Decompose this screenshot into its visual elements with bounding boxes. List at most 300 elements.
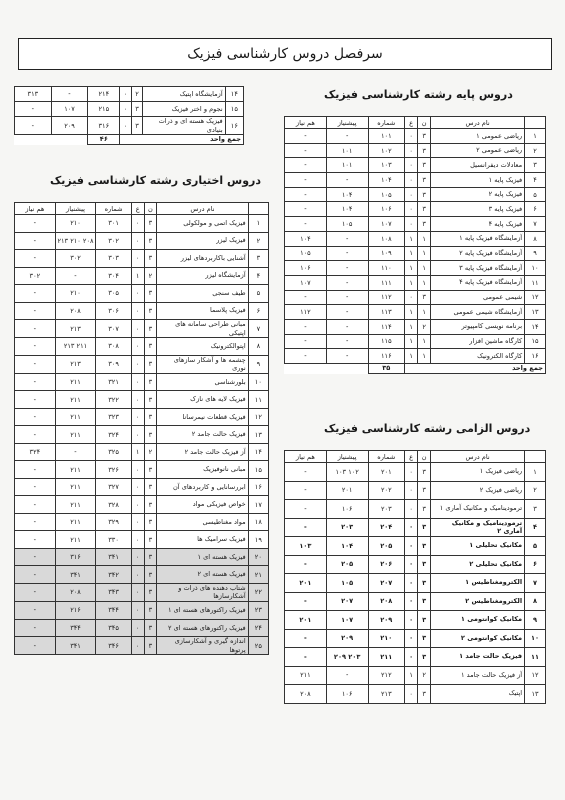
table-cell: - bbox=[285, 129, 327, 144]
table-cell: - bbox=[15, 373, 56, 391]
table-cell: ۳ bbox=[144, 619, 157, 637]
table-cell: - bbox=[15, 478, 56, 496]
table-cell: خواص فیزیکی مواد bbox=[157, 496, 248, 514]
column-header: هم نیاز bbox=[285, 451, 327, 463]
table-cell: ۳ bbox=[418, 685, 431, 704]
table-cell: ۹ bbox=[248, 355, 268, 373]
table-cell: ۱ bbox=[418, 275, 431, 290]
table-row bbox=[15, 215, 269, 233]
table-cell: - bbox=[55, 443, 96, 461]
table-cell: ۱۰ bbox=[525, 629, 546, 648]
table-cell: ۲۱۱ bbox=[55, 408, 96, 426]
table-cell: ۶ bbox=[525, 202, 546, 217]
table-cell: ۱ bbox=[525, 463, 546, 482]
table-cell: ۰ bbox=[405, 143, 418, 158]
table-cell: ۳۰۴ bbox=[96, 267, 132, 285]
table-cell: ۰ bbox=[405, 481, 418, 500]
table-cell: ۱۰۲ ۱۰۳ bbox=[326, 463, 368, 482]
table-cell: ۰ bbox=[131, 619, 144, 637]
column-header: نام درس bbox=[431, 451, 525, 463]
table-cell: ۰ bbox=[131, 338, 144, 356]
table-cell: ۳ bbox=[418, 463, 431, 482]
table-row bbox=[15, 373, 269, 391]
table-cell: ۲۰۹ bbox=[326, 629, 368, 648]
table-cell: ۳۴۳ bbox=[96, 583, 132, 601]
table-cell: ترمودینامیک و مکانیک آماری ۱ bbox=[431, 500, 525, 519]
table-cell: ۱۰۱ bbox=[326, 158, 368, 173]
table-cell: ۲۰۶ bbox=[368, 555, 405, 574]
column-header: ن bbox=[418, 117, 431, 129]
table-row bbox=[15, 496, 269, 514]
table-cell: ۱ bbox=[405, 231, 418, 246]
table-cell: ۱۰۶ bbox=[326, 500, 368, 519]
table-cell: ۲۱۱ ۲۱۳ bbox=[55, 338, 96, 356]
table-cell: ۲۳ bbox=[248, 602, 268, 620]
total-row bbox=[15, 135, 244, 145]
table-cell: ۰ bbox=[131, 637, 144, 655]
table-cell: - bbox=[15, 215, 56, 233]
table-cell: - bbox=[285, 592, 327, 611]
table-cell: ۳۴۴ bbox=[55, 619, 96, 637]
table-cell: ۱۰۳ bbox=[285, 537, 327, 556]
table-cell: ۳ bbox=[144, 408, 157, 426]
table-cell: ۱ bbox=[405, 275, 418, 290]
table-row bbox=[15, 320, 269, 338]
table-cell: ۲۱۱ bbox=[55, 531, 96, 549]
table-cell: ۱۰۷ bbox=[51, 102, 88, 117]
table-cell: فیزیک هسته ای و ذرات بنیادی bbox=[143, 117, 225, 135]
table-cell: ۵ bbox=[248, 285, 268, 303]
table-cell: ۱۲ bbox=[525, 290, 546, 305]
table-row bbox=[15, 443, 269, 461]
table-row bbox=[285, 629, 546, 648]
table-row bbox=[285, 334, 546, 349]
table-cell: ۳۴۱ bbox=[55, 566, 96, 584]
table-cell: ۲۱۶ bbox=[55, 602, 96, 620]
table-cell: ۰ bbox=[405, 217, 418, 232]
table-cell: ۳۰۲ bbox=[15, 267, 56, 285]
table-cell: ۲۱۳ bbox=[55, 320, 96, 338]
table-cell: ۴ bbox=[248, 267, 268, 285]
table-cell: - bbox=[15, 566, 56, 584]
table-cell: فیزیک لایه های نازک bbox=[157, 391, 248, 409]
table-cell: - bbox=[326, 261, 368, 276]
table-cell: ۲۱ bbox=[248, 566, 268, 584]
table-cell: مبانی نانوفیزیک bbox=[157, 461, 248, 479]
table-cell: ۳ bbox=[144, 215, 157, 233]
header-row bbox=[285, 117, 546, 129]
table-row bbox=[15, 87, 244, 102]
table-row bbox=[285, 611, 546, 630]
table-cell: - bbox=[15, 232, 56, 250]
table-cell: ۱۰۷ bbox=[326, 611, 368, 630]
table-row bbox=[15, 391, 269, 409]
table-cell: ۱۵ bbox=[225, 102, 243, 117]
table-cell: ریاضی عمومی ۲ bbox=[431, 143, 525, 158]
table-cell: ۲۰۱ bbox=[368, 463, 405, 482]
table-cell: ۱۰۶ bbox=[326, 685, 368, 704]
table-cell: ۲ bbox=[418, 666, 431, 685]
table-cell: - bbox=[55, 267, 96, 285]
table-cell: - bbox=[15, 302, 56, 320]
table-row bbox=[285, 246, 546, 261]
table-cell: ۱ bbox=[405, 319, 418, 334]
table-cell: ۳ bbox=[418, 500, 431, 519]
column-header: هم نیاز bbox=[15, 203, 56, 215]
table-cell: بلورشناسی bbox=[157, 373, 248, 391]
table-cell: - bbox=[15, 102, 52, 117]
table-cell: ۱۰ bbox=[248, 373, 268, 391]
basic-courses-title: دروس پایه رشته کارشناسی فیزیک bbox=[324, 88, 513, 101]
table-row bbox=[15, 602, 269, 620]
table-cell: ۱۰ bbox=[525, 261, 546, 276]
table-cell: ۳۴۵ bbox=[96, 619, 132, 637]
table-cell: ۱ bbox=[405, 246, 418, 261]
table-cell: - bbox=[285, 334, 327, 349]
table-cell: آزمایشگاه فیزیک پایه ۳ bbox=[431, 261, 525, 276]
table-cell: ۱۱۲ bbox=[368, 290, 405, 305]
table-cell: ۳ bbox=[418, 129, 431, 144]
table-cell: ۱۱۲ bbox=[285, 305, 327, 320]
table-row bbox=[285, 481, 546, 500]
table-cell: ۳ bbox=[144, 461, 157, 479]
table-row bbox=[15, 408, 269, 426]
total-empty bbox=[285, 364, 369, 374]
table-cell: ۱۰۷ bbox=[368, 217, 405, 232]
table-row bbox=[15, 548, 269, 566]
table-cell: ۱۱۴ bbox=[368, 319, 405, 334]
table-cell: ۰ bbox=[405, 187, 418, 202]
table-cell: ۳۰۷ bbox=[96, 320, 132, 338]
table-cell: ریاضی عمومی ۱ bbox=[431, 129, 525, 144]
column-header: پیشنیاز bbox=[326, 117, 368, 129]
table-cell: ۲۰۸ bbox=[285, 685, 327, 704]
table-cell: ۱۰۲ bbox=[368, 143, 405, 158]
table-cell: ۰ bbox=[405, 129, 418, 144]
table-cell: ۳۴۱ bbox=[96, 548, 132, 566]
table-cell: ۳ bbox=[144, 232, 157, 250]
table-cell: ۲۱۵ bbox=[88, 102, 120, 117]
table-cell: ۲۱۱ bbox=[55, 373, 96, 391]
table-cell: ۰ bbox=[131, 513, 144, 531]
total-empty bbox=[15, 135, 88, 145]
table-cell: مکانیک تحلیلی ۲ bbox=[431, 555, 525, 574]
table-row bbox=[15, 531, 269, 549]
table-row bbox=[285, 290, 546, 305]
table-cell: ۳ bbox=[418, 187, 431, 202]
table-cell: ۰ bbox=[131, 602, 144, 620]
table-cell: ۳ bbox=[418, 518, 431, 537]
table-cell: ۳ bbox=[144, 566, 157, 584]
table-row bbox=[15, 619, 269, 637]
table-cell: فیزیک لیزر bbox=[157, 232, 248, 250]
table-cell: ۶ bbox=[525, 555, 546, 574]
table-cell: ۲۱۱ bbox=[55, 391, 96, 409]
table-cell: ۱۰۵ bbox=[326, 217, 368, 232]
table-row bbox=[15, 250, 269, 268]
table-row bbox=[285, 173, 546, 188]
table-cell: فیزیک هسته ای ۱ bbox=[157, 548, 248, 566]
table-cell: ۳ bbox=[144, 602, 157, 620]
table-cell: ۰ bbox=[131, 285, 144, 303]
table-cell: ۳ bbox=[418, 648, 431, 667]
table-cell: ۳ bbox=[248, 250, 268, 268]
table-cell: - bbox=[15, 320, 56, 338]
table-cell: ۱ bbox=[131, 267, 144, 285]
table-cell: ۳ bbox=[144, 338, 157, 356]
table-cell: - bbox=[15, 531, 56, 549]
column-header: ع bbox=[405, 117, 418, 129]
mandatory-courses-table bbox=[284, 450, 546, 704]
table-cell: طیف سنجی bbox=[157, 285, 248, 303]
column-header bbox=[525, 451, 546, 463]
table-cell: ۰ bbox=[131, 320, 144, 338]
table-cell: ۳۰۲ bbox=[55, 250, 96, 268]
table-cell: ۳ bbox=[525, 158, 546, 173]
table-cell: ۰ bbox=[131, 232, 144, 250]
table-cell: ۰ bbox=[131, 391, 144, 409]
table-cell: ۳ bbox=[418, 158, 431, 173]
table-cell: ۲ bbox=[525, 481, 546, 500]
table-cell: - bbox=[285, 202, 327, 217]
table-cell: - bbox=[326, 246, 368, 261]
table-cell: ۱ bbox=[131, 443, 144, 461]
table-cell: ۰ bbox=[131, 408, 144, 426]
table-cell: - bbox=[285, 349, 327, 364]
table-cell: ۰ bbox=[405, 537, 418, 556]
table-cell: ۳۲۷ bbox=[96, 478, 132, 496]
table-cell: ۱۴ bbox=[225, 87, 243, 102]
table-cell: ۲۱۱ bbox=[55, 513, 96, 531]
basic-courses-table bbox=[284, 116, 546, 374]
table-row bbox=[15, 285, 269, 303]
table-cell: ۳۴۱ bbox=[55, 637, 96, 655]
table-cell: - bbox=[285, 217, 327, 232]
table-cell: مواد مغناطیسی bbox=[157, 513, 248, 531]
table-cell: ۰ bbox=[405, 611, 418, 630]
table-row bbox=[15, 338, 269, 356]
table-cell: ۸ bbox=[525, 231, 546, 246]
table-row bbox=[285, 500, 546, 519]
column-header: شماره bbox=[96, 203, 132, 215]
table-cell: ۱۰۷ bbox=[285, 275, 327, 290]
table-cell: ۳ bbox=[144, 320, 157, 338]
top-left-table bbox=[14, 86, 244, 145]
table-cell: ۳ bbox=[418, 481, 431, 500]
table-cell: ۳ bbox=[418, 611, 431, 630]
column-header: نام درس bbox=[157, 203, 248, 215]
column-header: شماره bbox=[368, 451, 405, 463]
table-row bbox=[15, 355, 269, 373]
table-cell: ۳۰۶ bbox=[96, 302, 132, 320]
table-cell: ۰ bbox=[120, 117, 131, 135]
table-cell: آزمایشگاه فیزیک پایه ۲ bbox=[431, 246, 525, 261]
table-cell: ۳۴۶ bbox=[96, 637, 132, 655]
table-cell: ۰ bbox=[405, 648, 418, 667]
table-cell: ۲۱۲ bbox=[368, 666, 405, 685]
table-cell: ۳ bbox=[418, 629, 431, 648]
table-cell: فیزیک حالت جامد ۱ bbox=[431, 648, 525, 667]
table-cell: ۱۱ bbox=[525, 648, 546, 667]
table-cell: ۳ bbox=[144, 373, 157, 391]
table-cell: ۳۲۹ bbox=[96, 513, 132, 531]
table-cell: ۳۲۶ bbox=[96, 461, 132, 479]
table-cell: ۱۵ bbox=[525, 334, 546, 349]
table-cell: ۳۲۴ bbox=[96, 426, 132, 444]
table-cell: ۵ bbox=[525, 187, 546, 202]
table-cell: چشمه ها و آشکار سازهای نوری bbox=[157, 355, 248, 373]
table-cell: الکترومغناطیس ۱ bbox=[431, 574, 525, 593]
table-cell: کارگاه الکترونیک bbox=[431, 349, 525, 364]
table-cell: آزمایشگاه شیمی عمومی bbox=[431, 305, 525, 320]
table-cell: ۱۱۳ bbox=[368, 305, 405, 320]
table-cell: ۳۰۹ bbox=[96, 355, 132, 373]
table-cell: ۲ bbox=[418, 319, 431, 334]
table-cell: ۲۰۳ bbox=[326, 518, 368, 537]
table-cell: ۱۰۶ bbox=[285, 261, 327, 276]
table-cell: - bbox=[15, 355, 56, 373]
table-cell: - bbox=[326, 129, 368, 144]
table-cell: ۱۲ bbox=[525, 666, 546, 685]
column-header bbox=[525, 117, 546, 129]
table-cell: ۲۱۴ bbox=[88, 87, 120, 102]
table-cell: ۲۰۷ bbox=[326, 592, 368, 611]
table-cell: شیمی عمومی bbox=[431, 290, 525, 305]
table-cell: ۲۱۰ bbox=[55, 215, 96, 233]
table-row bbox=[15, 478, 269, 496]
table-cell: ۲ bbox=[525, 143, 546, 158]
table-cell: - bbox=[285, 143, 327, 158]
table-cell: الکترومغناطیس ۲ bbox=[431, 592, 525, 611]
table-cell: ریاضی فیزیک ۲ bbox=[431, 481, 525, 500]
table-cell: ۶ bbox=[248, 302, 268, 320]
table-cell: ۲۱۳ bbox=[55, 355, 96, 373]
table-cell: ۰ bbox=[131, 478, 144, 496]
table-cell: ۲۱۳ bbox=[368, 685, 405, 704]
table-cell: ۱۰۵ bbox=[326, 574, 368, 593]
table-cell: ۳۲۱ bbox=[96, 373, 132, 391]
table-cell: ۲۱۱ bbox=[285, 666, 327, 685]
table-cell: ۲۱۰ bbox=[368, 629, 405, 648]
table-cell: ۲۰۱ bbox=[285, 574, 327, 593]
table-cell: - bbox=[285, 463, 327, 482]
table-cell: - bbox=[51, 87, 88, 102]
table-cell: ۱ bbox=[405, 334, 418, 349]
table-cell: آزمایشگاه اپتیک bbox=[143, 87, 225, 102]
table-cell: ۱ bbox=[405, 261, 418, 276]
total-row bbox=[285, 364, 546, 374]
column-header: نام درس bbox=[431, 117, 525, 129]
column-header: ن bbox=[418, 451, 431, 463]
header-row bbox=[285, 451, 546, 463]
table-cell: - bbox=[15, 285, 56, 303]
table-cell: ۳ bbox=[144, 426, 157, 444]
table-row bbox=[285, 685, 546, 704]
table-cell: ۲۰۴ bbox=[368, 518, 405, 537]
table-cell: فیزیک پایه ۳ bbox=[431, 202, 525, 217]
mandatory-courses-title: دروس الزامی رشته کارشناسی فیزیک bbox=[324, 422, 531, 435]
column-header: پیشنیاز bbox=[55, 203, 96, 215]
table-cell: - bbox=[15, 513, 56, 531]
page-title: سرفصل دروس کارشناسی فیزیک bbox=[18, 38, 552, 70]
table-cell: آز فیزیک حالت جامد ۱ bbox=[431, 666, 525, 685]
table-cell: ۱۹ bbox=[248, 531, 268, 549]
table-cell: ۰ bbox=[405, 518, 418, 537]
table-cell: ۳ bbox=[418, 574, 431, 593]
table-cell: فیزیک راکتورهای هسته ای ۲ bbox=[157, 619, 248, 637]
column-header: پیشنیاز bbox=[326, 451, 368, 463]
column-header: ع bbox=[131, 203, 144, 215]
table-cell: - bbox=[326, 666, 368, 685]
table-cell: ۴ bbox=[525, 173, 546, 188]
table-cell: ۱۰۴ bbox=[368, 173, 405, 188]
table-cell: ۱۷ bbox=[248, 496, 268, 514]
table-row bbox=[285, 592, 546, 611]
table-cell: - bbox=[326, 290, 368, 305]
table-cell: ۲۰۵ bbox=[326, 555, 368, 574]
table-cell: ۱۰۸ bbox=[368, 231, 405, 246]
table-cell: ۳ bbox=[144, 548, 157, 566]
table-row bbox=[285, 231, 546, 246]
table-cell: ۳ bbox=[418, 202, 431, 217]
table-cell: نجوم و اختر فیزیک bbox=[143, 102, 225, 117]
table-cell: - bbox=[15, 338, 56, 356]
table-cell: ۱۵ bbox=[248, 461, 268, 479]
table-cell: ۷ bbox=[525, 217, 546, 232]
table-row bbox=[285, 217, 546, 232]
table-cell: ۳۲۸ bbox=[96, 496, 132, 514]
table-row bbox=[285, 158, 546, 173]
table-cell: ۹ bbox=[525, 246, 546, 261]
table-cell: ۲۱۰ bbox=[55, 285, 96, 303]
table-cell: ۷ bbox=[525, 574, 546, 593]
table-cell: ۱۰۶ bbox=[368, 202, 405, 217]
table-cell: ۳۱۶ bbox=[55, 548, 96, 566]
table-cell: فیزیک راکتورهای هسته ای ۱ bbox=[157, 602, 248, 620]
table-cell: ۳۰۵ bbox=[96, 285, 132, 303]
table-cell: ۱۶ bbox=[225, 117, 243, 135]
table-cell: ابررسانایی و کاربردهای آن bbox=[157, 478, 248, 496]
table-cell: اندازه گیری و آشکارسازی پرتوها bbox=[157, 637, 248, 655]
table-cell: ۲۰۳ ۲۰۹ bbox=[326, 648, 368, 667]
table-cell: ۰ bbox=[405, 555, 418, 574]
table-cell: ۱۳ bbox=[248, 426, 268, 444]
table-cell: ۱ bbox=[405, 349, 418, 364]
table-cell: ۱۰۴ bbox=[326, 202, 368, 217]
table-cell: برنامه نویسی کامپیوتر bbox=[431, 319, 525, 334]
table-cell: ۰ bbox=[131, 373, 144, 391]
table-cell: ۳ bbox=[418, 592, 431, 611]
table-cell: ۰ bbox=[120, 87, 131, 102]
table-cell: ۲ bbox=[144, 443, 157, 461]
table-cell: ۰ bbox=[131, 566, 144, 584]
table-row bbox=[15, 566, 269, 584]
table-cell: ۱ bbox=[405, 305, 418, 320]
table-cell: ۱۰۴ bbox=[285, 231, 327, 246]
table-cell: ۱ bbox=[418, 334, 431, 349]
table-cell: ۱۰۴ bbox=[326, 537, 368, 556]
table-cell: ۲۰۸ bbox=[55, 302, 96, 320]
table-cell: - bbox=[15, 391, 56, 409]
table-cell: فیزیک پایه ۴ bbox=[431, 217, 525, 232]
table-cell: فیزیک پایه ۲ bbox=[431, 187, 525, 202]
table-row bbox=[285, 305, 546, 320]
table-cell: ۴ bbox=[525, 518, 546, 537]
table-cell: ۰ bbox=[131, 250, 144, 268]
table-cell: ۲۱۱ bbox=[55, 426, 96, 444]
table-row bbox=[15, 267, 269, 285]
table-row bbox=[285, 518, 546, 537]
